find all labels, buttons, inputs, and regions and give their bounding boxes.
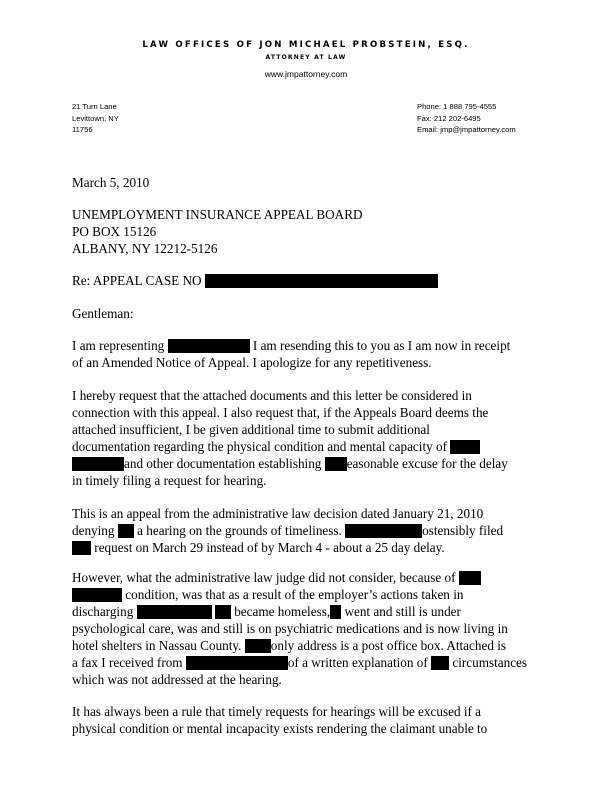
redaction-box [450, 440, 480, 454]
text-run: a fax I received from [72, 655, 183, 670]
text-run: became homeless, [234, 604, 331, 619]
text-run: hotel shelters in Nassau County. [72, 638, 242, 653]
salutation: Gentleman: [72, 306, 134, 321]
text-run: condition, was that as a result of the employer’s actions taken in [125, 587, 464, 602]
paragraph-line [72, 455, 508, 472]
redaction-box [205, 274, 438, 288]
paragraph-line [72, 569, 481, 586]
paragraph-line [72, 654, 527, 671]
redaction-box [215, 605, 231, 619]
text-run: request on March 29 instead of by March 4 - about a 25 day delay. [94, 540, 445, 555]
paragraph-line: psychological care, was and still is on psychiatric medications and is now living in [72, 621, 508, 636]
letter-date: March 5, 2010 [72, 175, 150, 190]
redaction-box [72, 541, 91, 555]
paragraph-line [72, 337, 510, 354]
paragraph-line [72, 438, 480, 455]
paragraph-line: It has always been a rule that timely requests for hearings will be excused if a [72, 704, 482, 719]
paragraph-line: This is an appeal from the administrative law decision dated January 21, 2010 [72, 506, 484, 521]
text-run: ostensibly filed [422, 523, 504, 538]
redaction-box [459, 571, 481, 585]
text-run: denying [72, 523, 115, 538]
text-run: a hearing on the grounds of timeliness. [137, 523, 342, 538]
redaction-box [72, 588, 122, 602]
firm-subtitle: ATTORNEY AT LAW [265, 54, 347, 61]
text-run: documentation regarding the physical condition and mental capacity of [72, 439, 447, 454]
text-run: of a written explanation of [287, 655, 428, 670]
text-run: I am representing [72, 338, 165, 353]
paragraph-line [72, 603, 461, 620]
paragraph-line: connection with this appeal. I also request that, if the Appeals Board deems the [72, 405, 489, 420]
text-run: only address is a post office box. Attached is [270, 638, 507, 653]
recipient-line: UNEMPLOYMENT INSURANCE APPEAL BOARD [72, 207, 363, 222]
firm-contact [417, 101, 516, 136]
contact-line: Phone: 1 888 795-4555 [417, 102, 497, 111]
paragraph-line [72, 586, 463, 603]
text-run: circumstances [452, 655, 528, 670]
redaction-box [345, 524, 422, 538]
contact-line: Fax: 212 202-6495 [417, 113, 481, 123]
address-line: 21 Turn Lane [72, 102, 117, 111]
redaction-box [118, 524, 134, 538]
paragraph-line: I hereby request that the attached documents and this letter be considered in [72, 388, 472, 403]
redaction-box [137, 605, 212, 619]
paragraph-line: attached insufficient, I be given additional time to submit additional [72, 422, 430, 437]
paragraph-line: physical condition or mental incapacity exists rendering the claimant unable to [72, 721, 488, 736]
redaction-box [325, 457, 347, 471]
recipient-line: ALBANY, NY 12212-5126 [72, 241, 218, 256]
text-run: went and still is under [344, 604, 461, 619]
recipient-line: PO BOX 15126 [72, 224, 157, 239]
redaction-box [431, 656, 449, 670]
paragraph-line: which was not addressed at the hearing. [72, 672, 282, 687]
paragraph-line [72, 539, 445, 556]
redaction-box [186, 656, 288, 670]
paragraph-line [72, 522, 503, 539]
address-line: 11756 [72, 125, 93, 134]
text-run: However, what the administrative law judge did not consider, because of [72, 570, 456, 585]
redaction-box [168, 339, 250, 353]
paragraph-line [72, 637, 506, 654]
text-run: discharging [72, 604, 134, 619]
firm-address [72, 101, 119, 136]
firm-name: LAW OFFICES OF JON MICHAEL PROBSTEIN, ESQ. [142, 40, 470, 50]
redaction-box [245, 639, 271, 653]
re-text: Re: APPEAL CASE NO [72, 273, 202, 288]
address-line: Levittown, NY [72, 113, 119, 123]
firm-website: www.jmpattorney.com [264, 69, 348, 79]
paragraph-line: of an Amended Notice of Appeal. I apologize for any repetitiveness. [72, 355, 432, 370]
contact-line: Email: jmp@jmpattorney.com [417, 125, 516, 134]
text-run: easonable excuse for the delay [346, 456, 508, 471]
text-run: and other documentation establishing [124, 456, 322, 471]
redaction-box [72, 457, 124, 471]
paragraph-line: in timely filing a request for hearing. [72, 473, 267, 488]
text-run: I am resending this to you as I am now in receipt [252, 338, 511, 353]
re-line [72, 272, 438, 289]
redaction-box [330, 605, 341, 619]
